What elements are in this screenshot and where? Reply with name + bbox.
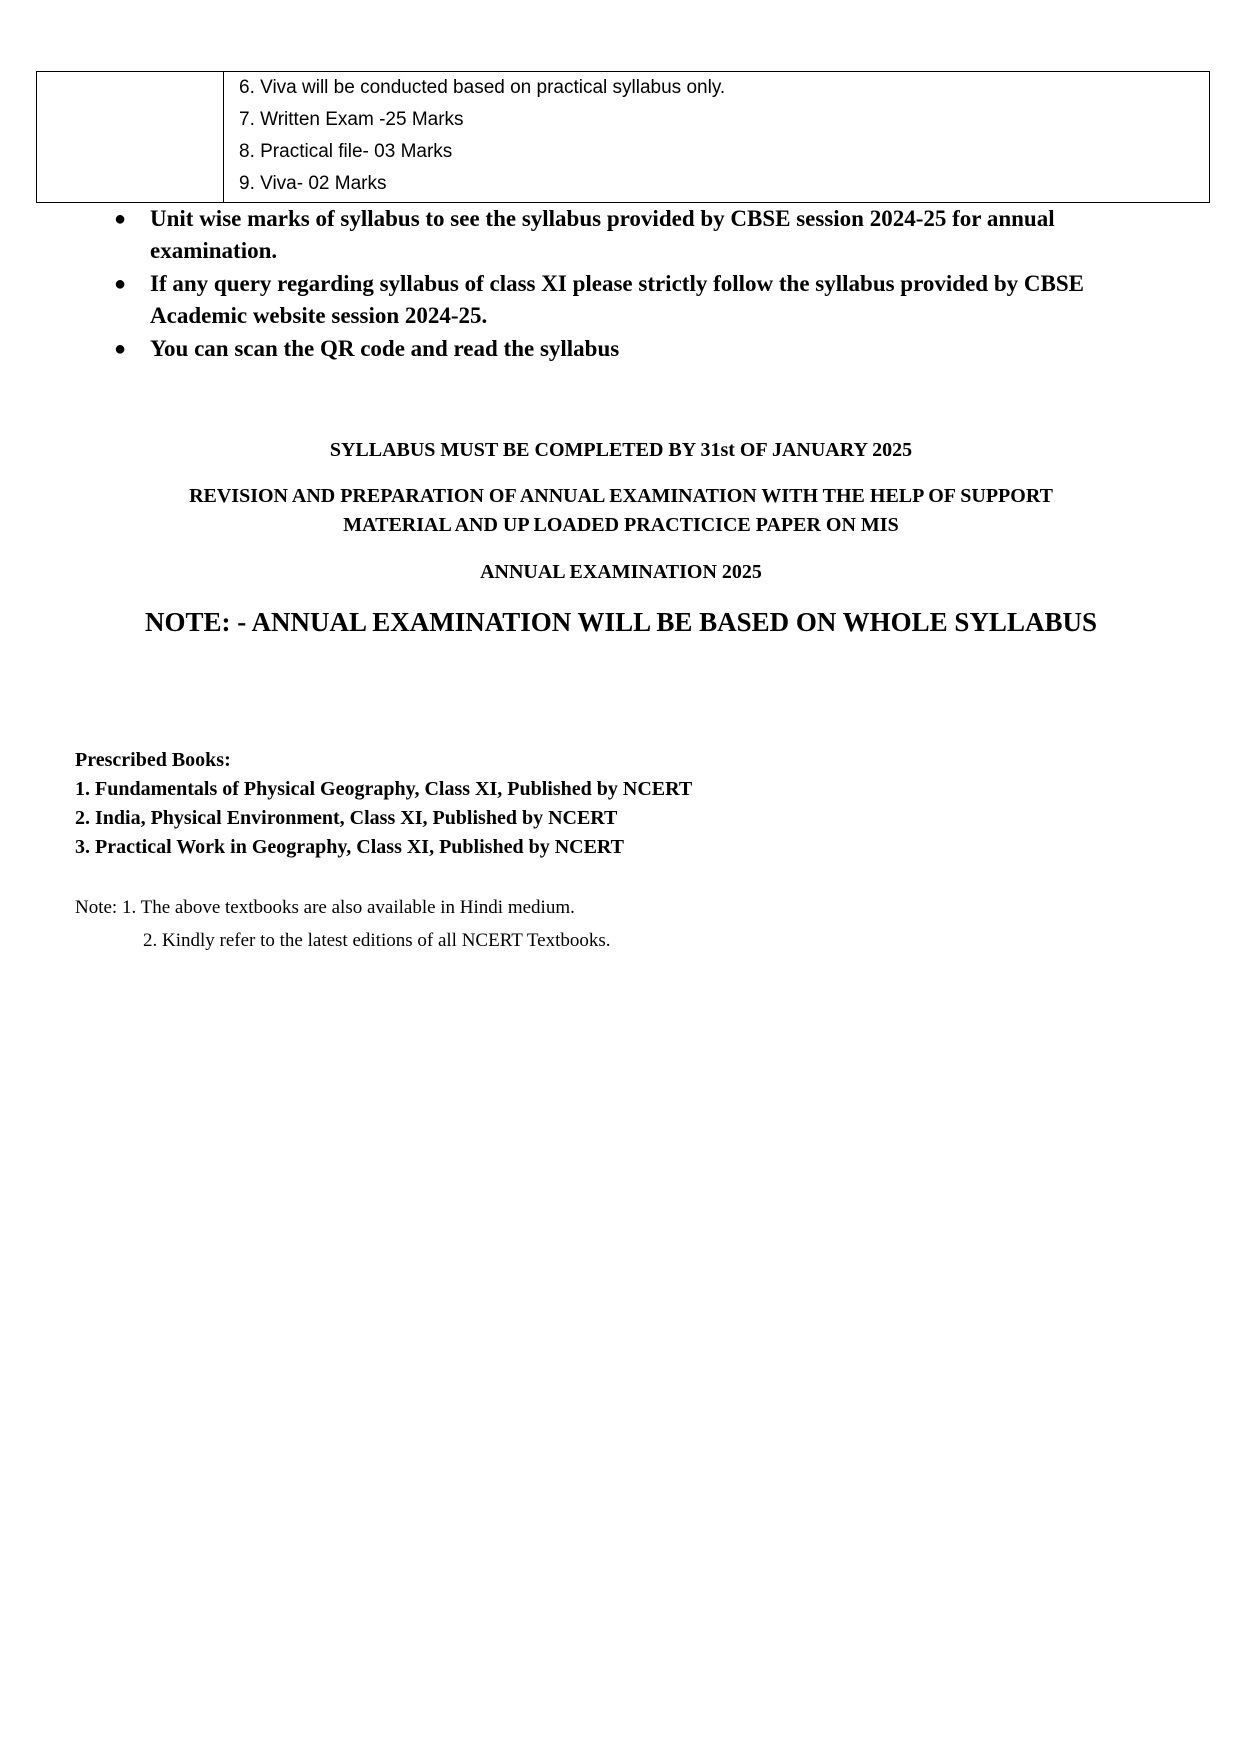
list-item: [110, 268, 1130, 332]
practical-assessment-table: [36, 71, 1210, 203]
instruction-list: [110, 203, 1130, 366]
table-content-cell: [224, 72, 1210, 203]
table-empty-cell: [37, 72, 224, 203]
bullet-icon: ●: [114, 338, 127, 360]
bullet-icon: ●: [114, 273, 127, 295]
note-line-1: Note: 1. The above textbooks are also available in Hindi medium.: [75, 897, 575, 918]
table-line: 9. Viva- 02 Marks: [239, 173, 387, 194]
book-item: 3. Practical Work in Geography, Class XI, Published by NCERT: [75, 836, 624, 858]
book-item: 2. India, Physical Environment, Class XI, Published by NCERT: [75, 807, 618, 829]
textbook-note: [75, 891, 611, 957]
annual-exam-heading: ANNUAL EXAMINATION 2025: [480, 561, 762, 583]
list-item: [110, 333, 1130, 365]
list-item-text: Unit wise marks of syllabus to see the syllabus provided by CBSE session 2024-25 for annual examination.: [150, 206, 1055, 263]
completion-heading: SYLLABUS MUST BE COMPLETED BY 31st OF JANUARY 2025: [329, 439, 913, 461]
revision-heading-line1: REVISION AND PREPARATION OF ANNUAL EXAMINATION WITH THE HELP OF SUPPORT: [189, 485, 1053, 507]
prescribed-books: [75, 746, 692, 862]
revision-heading-line2: MATERIAL AND UP LOADED PRACTICICE PAPER ON MIS: [343, 514, 899, 536]
note-line-2: 2. Kindly refer to the latest editions of all NCERT Textbooks.: [143, 930, 611, 951]
list-item-text: You can scan the QR code and read the syllabus: [150, 336, 620, 361]
books-title: Prescribed Books:: [75, 749, 231, 771]
note-heading: NOTE: - ANNUAL EXAMINATION WILL BE BASED ON WHOLE SYLLABUS: [145, 607, 1097, 637]
table-row: [37, 72, 1210, 203]
bullet-icon: ●: [114, 208, 127, 230]
table-line: 6. Viva will be conducted based on practical syllabus only.: [239, 77, 726, 98]
table-line: 8. Practical file- 03 Marks: [239, 141, 453, 162]
book-item: 1. Fundamentals of Physical Geography, Class XI, Published by NCERT: [75, 778, 693, 800]
table-line: 7. Written Exam -25 Marks: [239, 109, 464, 130]
list-item: [110, 203, 1130, 267]
list-item-text: If any query regarding syllabus of class XI please strictly follow the syllabus provided by CBSE Academic website session 2024-25.: [150, 271, 1084, 328]
